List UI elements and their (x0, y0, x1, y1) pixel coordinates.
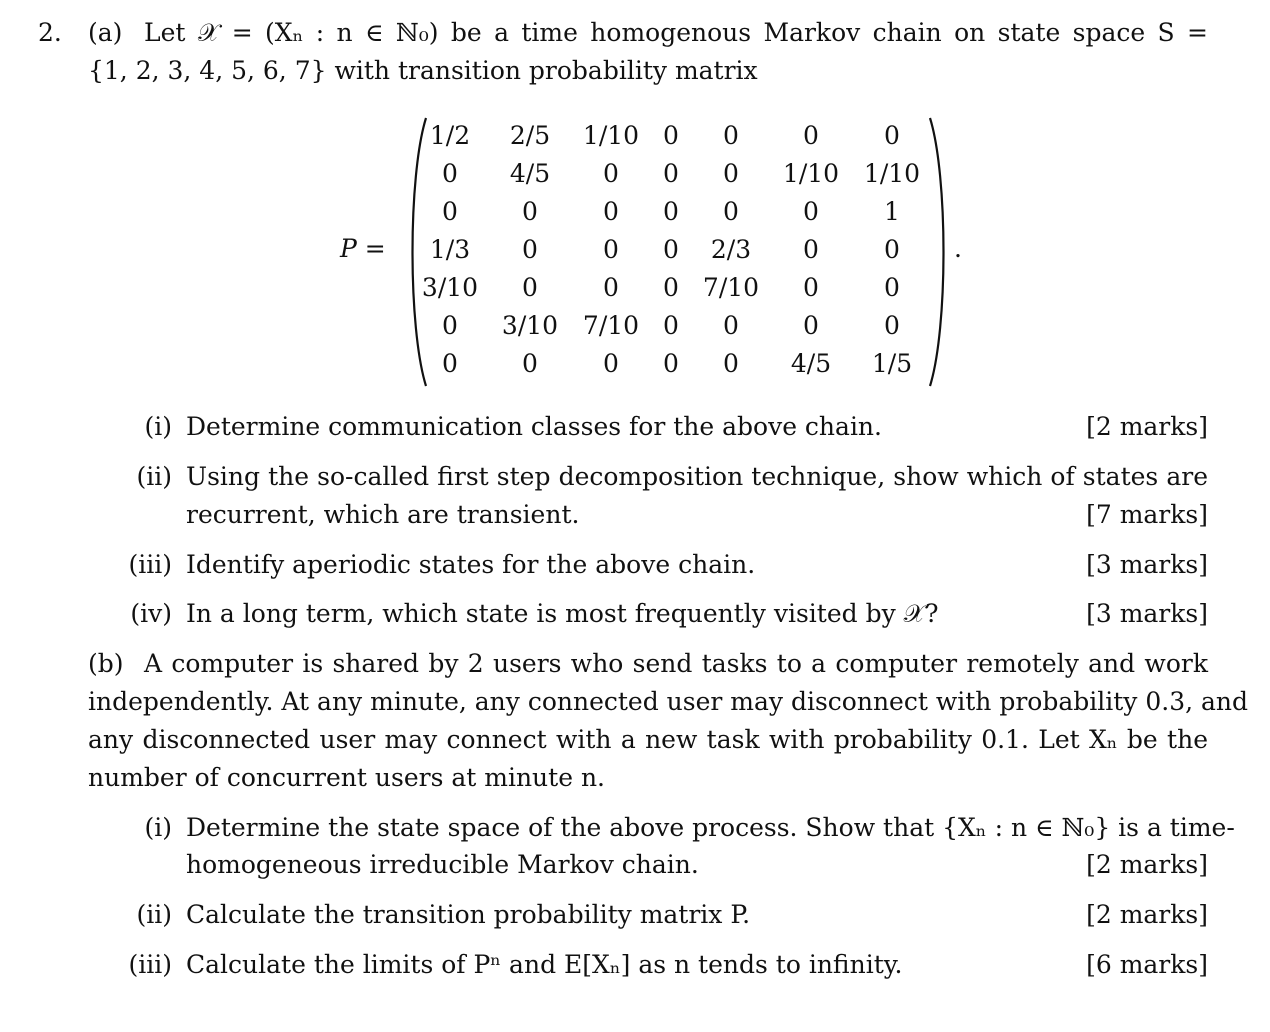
matrix-cell: 0 (803, 121, 819, 150)
matrix-cell: 0 (522, 349, 538, 378)
b-item-i-marks: [2 marks] (1086, 850, 1208, 879)
b-item-i-text-line1: Determine the state space of the above process. Show that {Xₙ : n ∈ ℕ₀} is a time- (186, 813, 1235, 842)
matrix-cell: 0 (723, 349, 739, 378)
part-a-intro-line2: {1, 2, 3, 4, 5, 6, 7} with transition probability matrix (88, 56, 758, 85)
matrix-cell: 0 (723, 159, 739, 188)
a-item-iv-marks: [3 marks] (1086, 599, 1208, 628)
matrix-cell: 0 (603, 273, 619, 302)
matrix-cell: 2/5 (509, 121, 551, 150)
a-item-iii-text: Identify aperiodic states for the above chain. (186, 550, 756, 579)
matrix-period: . (954, 234, 962, 263)
part-b-label: (b) (88, 649, 124, 678)
part-b-text-line1: A computer is shared by 2 users who send tasks to a computer remotely and work (144, 649, 1208, 678)
matrix-cell: 4/5 (790, 349, 832, 378)
matrix-cell: 1/5 (871, 349, 913, 378)
a-item-iii-label: (iii) (128, 550, 172, 579)
matrix-cell: 0 (884, 311, 900, 340)
matrix-cell: 0 (603, 159, 619, 188)
matrix-cell: 2/3 (710, 235, 752, 264)
matrix-cell: 0 (442, 197, 458, 226)
matrix-cell: 0 (522, 235, 538, 264)
matrix-cell: 0 (663, 349, 679, 378)
matrix-cell: 1/2 (429, 121, 471, 150)
b-item-ii-text: Calculate the transition probability matrix P. (186, 900, 751, 929)
right-parenthesis (926, 116, 950, 388)
matrix-cell: 0 (522, 273, 538, 302)
matrix-cell: 3/10 (421, 273, 479, 302)
part-a-label: (a) (88, 18, 123, 47)
question-number: 2. (38, 18, 62, 47)
matrix-cell: 0 (803, 311, 819, 340)
a-item-ii-text-line1: Using the so-called first step decomposition technique, show which of states are (186, 462, 1208, 491)
a-item-i-text: Determine communication classes for the above chain. (186, 412, 882, 441)
a-item-iv-text: In a long term, which state is most frequently visited by 𝒳? (186, 599, 939, 628)
a-item-ii-marks: [7 marks] (1086, 500, 1208, 529)
matrix-cell: 0 (603, 349, 619, 378)
a-item-i-label: (i) (144, 412, 172, 441)
matrix-cell: 0 (663, 197, 679, 226)
matrix-cell: 0 (803, 235, 819, 264)
matrix-cell: 0 (884, 235, 900, 264)
matrix-cell: 1/10 (863, 159, 921, 188)
a-item-ii-label: (ii) (136, 462, 172, 491)
b-item-iii-marks: [6 marks] (1086, 950, 1208, 979)
a-item-iii-marks: [3 marks] (1086, 550, 1208, 579)
matrix-cell: 0 (663, 235, 679, 264)
matrix-cell: 7/10 (702, 273, 760, 302)
matrix-cell: 4/5 (509, 159, 551, 188)
b-item-ii-label: (ii) (136, 900, 172, 929)
matrix-cell: 7/10 (582, 311, 640, 340)
b-item-i-text-line2: homogeneous irreducible Markov chain. (186, 850, 699, 879)
matrix-cell: 1/10 (582, 121, 640, 150)
b-item-iii-text: Calculate the limits of Pⁿ and E[Xₙ] as n tends to infinity. (186, 950, 903, 979)
matrix-cell: 0 (663, 159, 679, 188)
matrix-cell: 0 (803, 197, 819, 226)
a-item-ii-text-line2: recurrent, which are transient. (186, 500, 580, 529)
matrix-cell: 0 (522, 197, 538, 226)
matrix-cell: 0 (442, 349, 458, 378)
matrix-cell: 0 (723, 197, 739, 226)
matrix-cell: 0 (663, 121, 679, 150)
part-b-text-line4: number of concurrent users at minute n. (88, 763, 605, 792)
matrix-cell: 0 (442, 159, 458, 188)
matrix-cell: 0 (884, 121, 900, 150)
matrix-cell: 0 (723, 311, 739, 340)
b-item-i-label: (i) (144, 813, 172, 842)
matrix-cell: 0 (803, 273, 819, 302)
part-b-text-line2: independently. At any minute, any connected user may disconnect with probability 0.3, and (88, 687, 1249, 716)
matrix-cell: 0 (663, 311, 679, 340)
left-parenthesis (406, 116, 430, 388)
a-item-i-marks: [2 marks] (1086, 412, 1208, 441)
matrix-cell: 3/10 (501, 311, 559, 340)
matrix-cell: 1/10 (782, 159, 840, 188)
b-item-ii-marks: [2 marks] (1086, 900, 1208, 929)
matrix-cell: 0 (603, 197, 619, 226)
matrix-cell: 0 (723, 121, 739, 150)
matrix-cell: 0 (884, 273, 900, 302)
matrix-label: P = (340, 234, 386, 263)
matrix-cell: 0 (663, 273, 679, 302)
matrix-cell: 0 (442, 311, 458, 340)
matrix-cell: 1 (884, 197, 900, 226)
matrix-cell: 1/3 (429, 235, 471, 264)
transition-matrix (340, 112, 980, 392)
a-item-iv-label: (iv) (130, 599, 172, 628)
part-b-text-line3: any disconnected user may connect with a new task with probability 0.1. Let Xₙ be the (88, 725, 1208, 754)
part-a-intro-line1: Let 𝒳 = (Xₙ : n ∈ ℕ₀) be a time homogenous Markov chain on state space S = (144, 18, 1208, 47)
b-item-iii-label: (iii) (128, 950, 172, 979)
matrix-cell: 0 (603, 235, 619, 264)
